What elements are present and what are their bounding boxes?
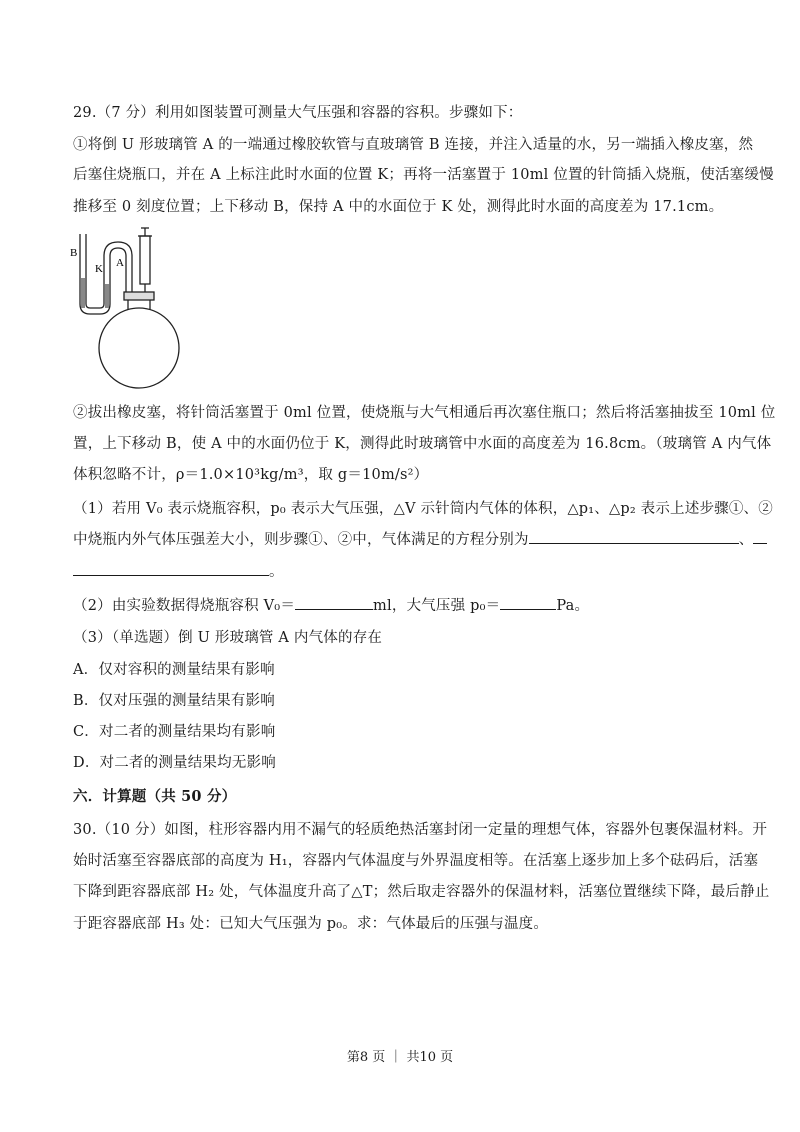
q29-step1-line3: 推移至 0 刻度位置；上下移动 B，保持 A 中的水面位于 K 处，测得此时水面的高度差为 17.1cm。 xyxy=(73,199,724,215)
answer-blank-2[interactable] xyxy=(73,561,269,576)
q29-step1-line1: ①将倒 U 形玻璃管 A 的一端通过橡胶软管与直玻璃管 B 连接，并注入适量的水，另一端插入橡皮塞，然 xyxy=(73,137,754,153)
q29-step2-line3: 体积忽略不计，ρ＝1.0×10³kg/m³，取 g＝10m/s²） xyxy=(73,467,429,483)
q29-step2-line1: ②拔出橡皮塞，将针筒活塞置于 0ml 位置，使烧瓶与大气相通后再次塞住瓶口；然后将活塞抽拔至 10ml 位 xyxy=(73,405,776,421)
answer-blank-2-start[interactable] xyxy=(753,529,767,544)
q30-line3: 下降到距容器底部 H₂ 处，气体温度升高了△T；然后取走容器外的保温材料，活塞位置继续下降，最后静止 xyxy=(73,884,770,900)
q29-part2-prefix: （2）由实验数据得烧瓶容积 V₀＝ xyxy=(73,598,296,614)
label-k: K xyxy=(95,263,103,275)
option-d[interactable]: D．对二者的测量结果均无影响 xyxy=(73,755,276,771)
page-footer: 第8 页 ｜ 共10 页 xyxy=(346,1050,454,1065)
answer-blank-pressure[interactable] xyxy=(500,595,556,610)
option-b[interactable]: B．仅对压强的测量结果有影响 xyxy=(73,693,275,709)
option-a[interactable]: A．仅对容积的测量结果有影响 xyxy=(73,662,275,678)
q30-line2: 始时活塞至容器底部的高度为 H₁，容器内气体温度与外界温度相等。在活塞上逐步加上多个砝码后，活塞 xyxy=(73,853,759,869)
q29-header: 29.（7 分）利用如图装置可测量大气压强和容器的容积。步骤如下： xyxy=(73,105,523,121)
q29-part1-line1: （1）若用 V₀ 表示烧瓶容积，p₀ 表示大气压强，△V 示针筒内气体的体积，△p₁、△p₂ 表示上述步骤①、② xyxy=(73,501,773,517)
q29-part3: （3）（单选题）倒 U 形玻璃管 A 内气体的存在 xyxy=(73,630,383,646)
q30-line1: 30.（10 分）如图，柱形容器内用不漏气的轻质绝热活塞封闭一定量的理想气体，容器外包裹保温材料。开 xyxy=(73,822,768,838)
q29-part1-line2 xyxy=(73,529,754,550)
q29-part1-end: 。 xyxy=(269,564,284,580)
q30-line4: 于距容器底部 H₃ 处：已知大气压强为 p₀。求：气体最后的压强与温度。 xyxy=(73,916,549,932)
apparatus-figure xyxy=(70,226,180,392)
q29-step2-line2: 置，上下移动 B，使 A 中的水面仍位于 K，测得此时玻璃管中水面的高度差为 16.8cm。（玻璃管 A 内气体 xyxy=(73,436,772,452)
section-6-heading: 六．计算题（共 50 分） xyxy=(73,788,237,805)
q29-part2-mid: ml，大气压强 p₀＝ xyxy=(373,598,501,614)
q29-step1-line2: 后塞住烧瓶口，并在 A 上标注此时水面的位置 K；再将一活塞置于 10ml 位置的针筒插入烧瓶，使活塞缓慢 xyxy=(73,167,774,183)
label-b: B xyxy=(70,247,78,259)
answer-blank-1[interactable] xyxy=(529,529,739,544)
q29-part2-suffix: Pa。 xyxy=(556,598,590,614)
option-c[interactable]: C．对二者的测量结果均有影响 xyxy=(73,724,276,740)
label-a: A xyxy=(116,257,124,269)
q29-part1-line3 xyxy=(73,561,733,582)
answer-blank-volume[interactable] xyxy=(295,595,373,610)
q29-part1-sep: 、 xyxy=(738,532,754,548)
q29-part1-text: 中烧瓶内外气体压强差大小，则步骤①、②中，气体满足的方程分别为 xyxy=(73,532,529,548)
q29-part2 xyxy=(73,595,733,616)
